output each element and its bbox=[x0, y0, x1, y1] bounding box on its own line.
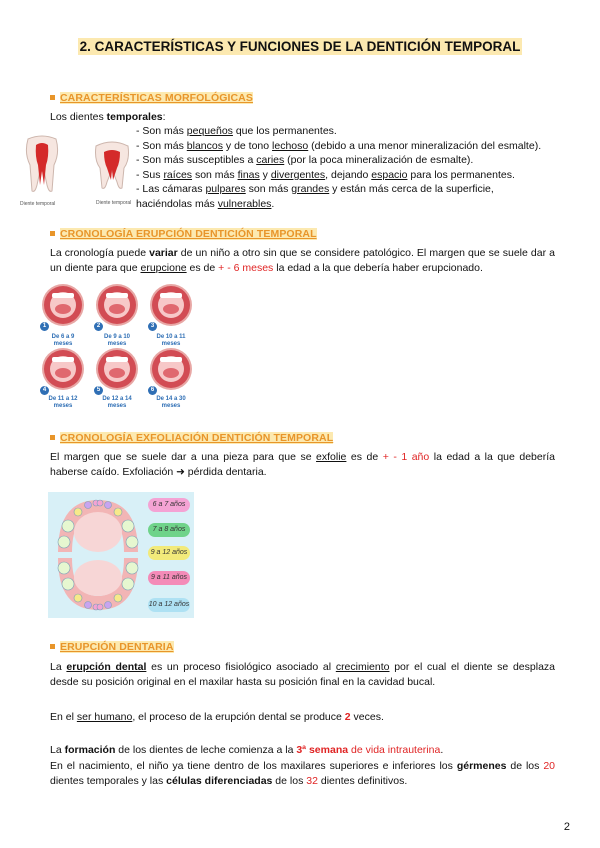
tooth-caption-right: Diente temporal bbox=[96, 200, 132, 206]
eruption-chronology-figure bbox=[40, 282, 198, 410]
mouth-illustration bbox=[96, 284, 138, 326]
step-number: 2 bbox=[94, 322, 103, 331]
erupcion-paragraph-4: En el nacimiento, el niño ya tiene dentro de los maxilares superiores e inferiores los gérmenes de los 20 dientes temporales y las células diferenciadas de los 32 dientes definitivos. bbox=[50, 760, 555, 787]
erupcion-paragraph-3: La formación de los dientes de leche comienza a la 3ª semana de vida intrauterina. bbox=[50, 744, 444, 756]
mouth-caption: De 11 a 12 meses bbox=[48, 396, 78, 409]
list-item: - Son más pequeños que los permanentes. bbox=[136, 125, 337, 137]
mouth-caption: De 12 a 14 meses bbox=[102, 396, 132, 409]
mouth-illustration bbox=[42, 348, 84, 390]
tooth-illustration-left bbox=[22, 135, 62, 197]
age-pill: 9 a 12 años bbox=[148, 546, 190, 560]
bullet-icon bbox=[50, 231, 55, 236]
bullet-icon bbox=[50, 435, 55, 440]
step-number: 1 bbox=[40, 322, 49, 331]
exfoliation-figure bbox=[48, 492, 194, 618]
age-pill: 9 a 11 años bbox=[148, 571, 190, 585]
mouth-illustration bbox=[96, 348, 138, 390]
section-heading-erupcion-cron: CRONOLOGÍA ERUPCIÓN DENTICIÓN TEMPORAL bbox=[50, 227, 317, 242]
erupcion-paragraph-1: La erupción dental es un proceso fisiológico asociado al crecimiento por el cual el diente se desplaza desde su posición original en el maxilar hasta su posición final en la cavidad bucal. bbox=[50, 661, 555, 688]
age-pill: 7 a 8 años bbox=[148, 523, 190, 537]
tooth-caption-left: Diente temporal bbox=[20, 201, 56, 207]
mouth-illustration bbox=[42, 284, 84, 326]
mouth-caption: De 9 a 10 meses bbox=[103, 334, 131, 347]
age-pill: 10 a 12 años bbox=[148, 598, 190, 612]
list-item: - Son más blancos y de tono lechoso (debido a una menor mineralización del esmalte). bbox=[136, 139, 542, 152]
step-number: 5 bbox=[94, 386, 103, 395]
list-item: - Las cámaras pulpares son más grandes y están más cerca de la superficie, bbox=[136, 183, 494, 195]
mouth-caption: De 10 a 11 meses bbox=[156, 334, 186, 347]
mouth-caption: De 6 a 9 meses bbox=[51, 334, 75, 347]
page-number: 2 bbox=[563, 821, 570, 833]
bullet-icon bbox=[50, 95, 55, 100]
list-item: - Sus raíces son más finas y divergentes, dejando espacio para los permanentes. bbox=[136, 168, 515, 181]
page-title: 2. CARACTERÍSTICAS Y FUNCIONES DE LA DENTICIÓN TEMPORAL bbox=[79, 39, 521, 54]
bullet-icon bbox=[50, 644, 55, 649]
morph-list bbox=[136, 124, 566, 211]
morph-intro: Los dientes temporales: bbox=[50, 111, 166, 123]
section-heading-erupcion: ERUPCIÓN DENTARIA bbox=[50, 640, 174, 655]
mouth-illustration bbox=[150, 348, 192, 390]
step-number: 6 bbox=[148, 386, 157, 395]
section-heading-exfol: CRONOLOGÍA EXFOLIACIÓN DENTICIÓN TEMPORAL bbox=[50, 431, 333, 446]
step-number: 3 bbox=[148, 322, 157, 331]
mouth-illustration bbox=[150, 284, 192, 326]
list-item: - Son más susceptibles a caries (por la poca mineralización de esmalte). bbox=[136, 154, 474, 166]
mouth-caption: De 14 a 30 meses bbox=[156, 396, 186, 409]
exfol-paragraph: El margen que se suele dar a una pieza para que se exfolie es de + - 1 año la edad a la que debería haberse caído. Exfoliación ➜ pérdida dentaria. bbox=[50, 451, 555, 478]
list-item: haciéndolas más vulnerables. bbox=[136, 197, 275, 210]
erupcion-cron-paragraph: La cronología puede variar de un niño a otro sin que se considere patológico. El margen que se suele dar a un diente para que erupcione es de + - 6 meses la edad a la que debería haber erupcionado. bbox=[50, 247, 555, 274]
tooth-illustration-right bbox=[92, 140, 132, 192]
step-number: 4 bbox=[40, 386, 49, 395]
dental-arch-illustration bbox=[48, 492, 148, 618]
age-pill: 6 a 7 años bbox=[148, 498, 190, 512]
erupcion-paragraph-2: En el ser humano, el proceso de la erupción dental se produce 2 veces. bbox=[50, 711, 384, 723]
section-heading-morph: CARACTERÍSTICAS MORFOLÓGICAS bbox=[50, 91, 253, 106]
